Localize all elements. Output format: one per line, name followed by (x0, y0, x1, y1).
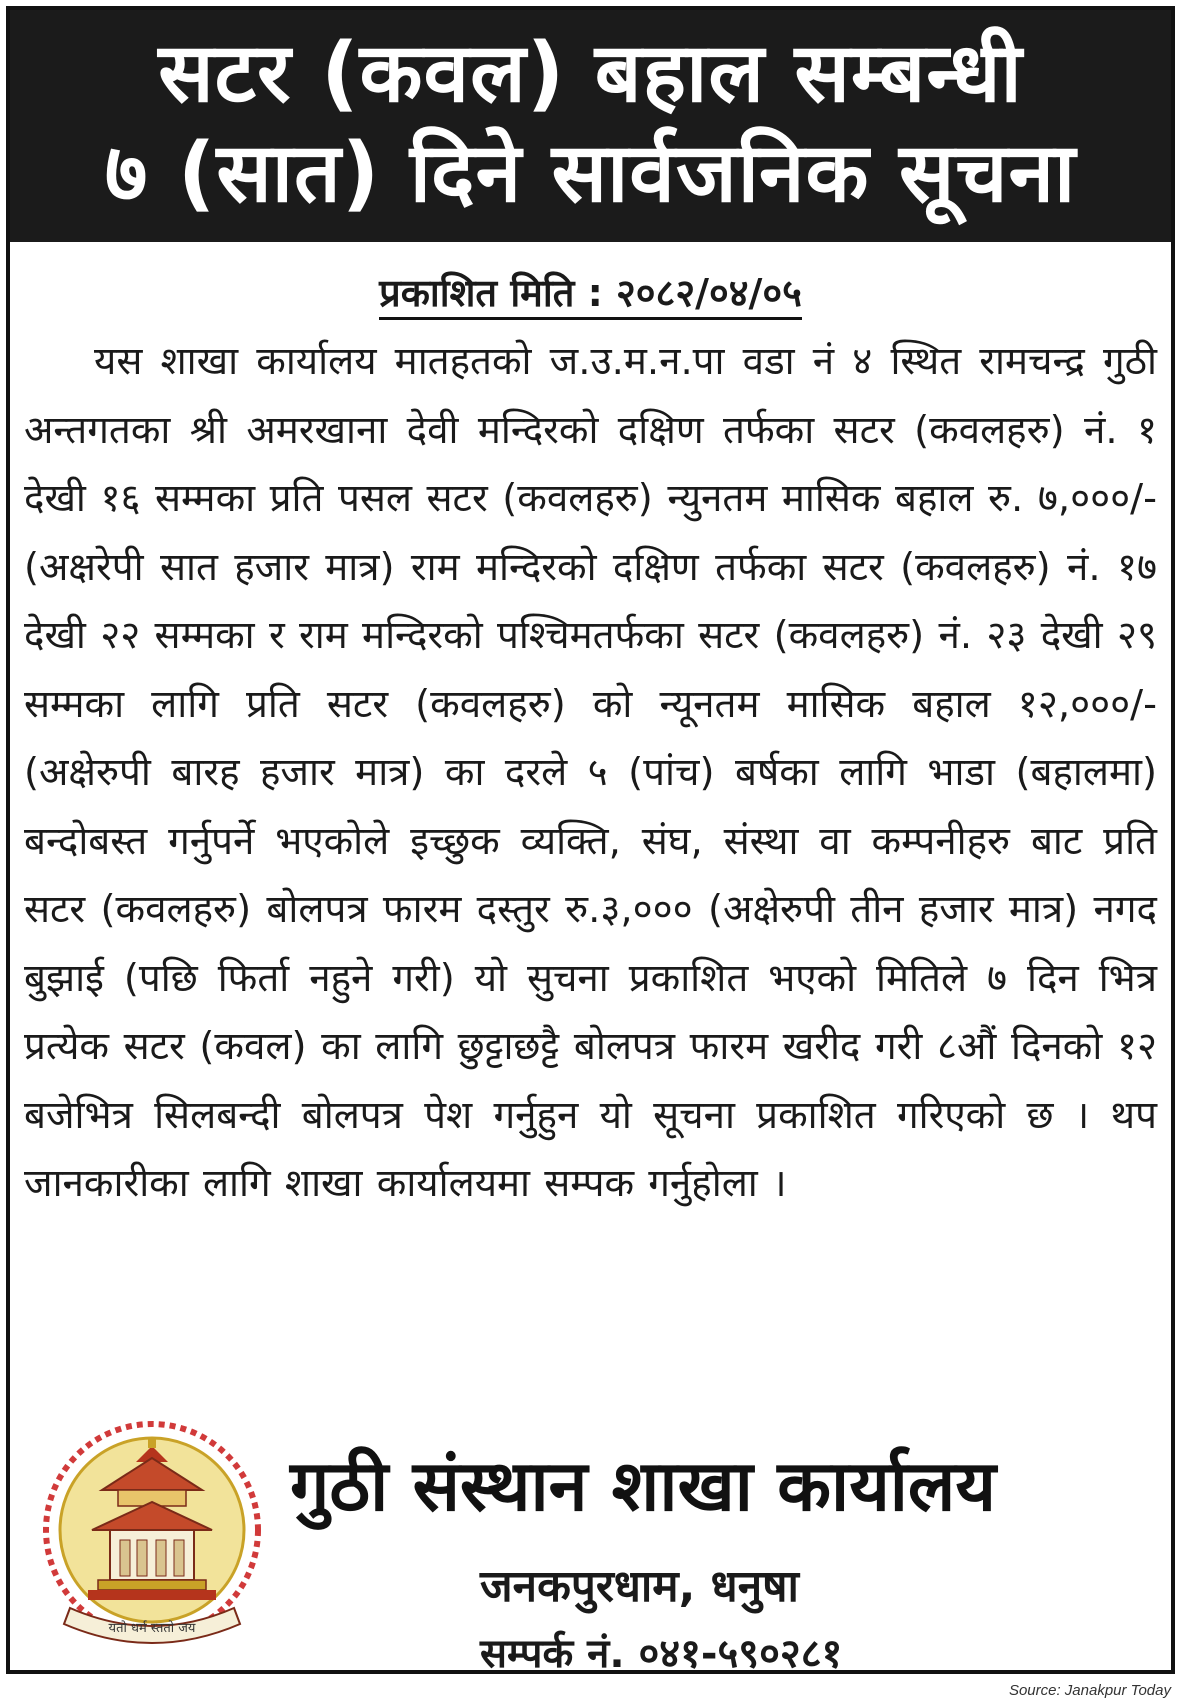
header-banner (10, 10, 1171, 242)
publication-date-text: प्रकाशित मिति : २०८२/०४/०५ (379, 271, 802, 320)
guthi-sansthan-emblem-icon (36, 1418, 268, 1650)
header-title-line1: सटर (कवल) बहाल सम्बन्धी (158, 26, 1023, 121)
header-title-line2: ७ (सात) दिने सार्वजनिक सूचना (104, 126, 1077, 221)
contact-number: सम्पर्क नं. ०४१-५९०२८१ (480, 1631, 843, 1677)
source-credit: Source: Janakpur Today (1008, 1682, 1171, 1699)
organization-address: जनकपुरधाम, धनुषा (480, 1561, 799, 1612)
notice-frame (6, 6, 1175, 1677)
organization-name: गुठी संस्थान शाखा कार्यालय (290, 1445, 996, 1527)
emblem-motto: यतो धर्म स्ततो जय (108, 1621, 196, 1636)
notice-body: यस शाखा कार्यालय मातहतको ज.उ.म.न.पा वडा नं ४ स्थित रामचन्द्र गुठी अन्तगतका श्री अमरखाना देवी मन्दिरको दक्षिण तर्फका सटर (कवलहरु) नं. १ देखी १६ सम्मका प्रति पसल सटर (कवलहरु) न्युनतम मासिक बहाल रु. ७,०००/- (अक्षरेपी सात हजार मात्र) राम मन्दिरको दक्षिण तर्फका सटर (कवलहरु) नं. १७ देखी २२ सम्मका र राम मन्दिरको पश्चिमतर्फका सटर (कवलहरु) नं. २३ देखी २९ सम्मका लागि प्रति सटर (कवलहरु) को न्यूनतम मासिक बहाल १२,०००/- (अक्षेरुपी बारह हजार मात्र) का दरले ५ (पांच) बर्षका लागि भाडा (बहालमा) बन्दोबस्त गर्नुपर्ने भएकोले इच्छुक व्यक्ति, संघ, संस्था वा कम्पनीहरु बाट प्रति सटर (कवलहरु) बोलपत्र फारम दस्तुर रु.३,००० (अक्षेरुपी तीन हजार मात्र) नगद बुझाई (पछि फिर्ता नहुने गरी) यो सुचना प्रकाशित भएको मितिले ७ दिन भित्र प्रत्येक सटर (कवल) का लागि छुट्टाछट्टै बोलपत्र फारम खरीद गरी ८औं दिनको १२ बजेभित्र सिलबन्दी बोलपत्र पेश गर्नुहुन यो सूचना प्रकाशित गरिएको छ । थप जानकारीका लागि शाखा कार्यालयमा सम्पक गर्नुहोला । (24, 339, 1157, 1206)
publication-date (10, 266, 1171, 318)
